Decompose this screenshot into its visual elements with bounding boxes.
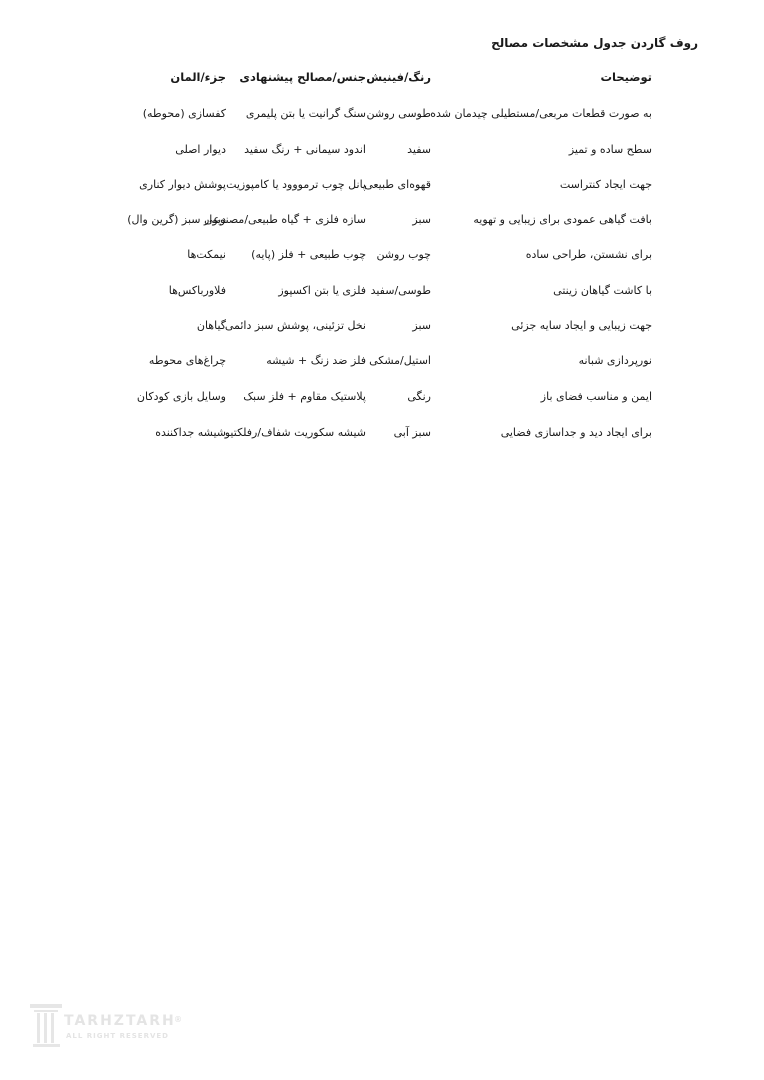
cell-description: جهت ایجاد کنتراست — [559, 178, 652, 191]
table-row — [0, 143, 764, 163]
table-row — [0, 319, 764, 339]
cell-description: جهت زیبایی و ایجاد سایه جزئی — [511, 319, 652, 332]
cell-material: چوب طبیعی + فلز (پایه) — [251, 248, 366, 261]
cell-part: دیوار اصلی — [175, 143, 226, 156]
header-material: جنس/مصالح پیشنهادی — [239, 70, 366, 84]
cell-color: سبز — [412, 319, 431, 332]
cell-part: وسایل بازی کودکان — [136, 390, 226, 403]
watermark-brand: TARHZTARH — [64, 1013, 176, 1029]
cell-color: استیل/مشکی — [369, 354, 431, 367]
cell-description: سطح ساده و تمیز — [568, 143, 652, 156]
cell-part: کفسازی (محوطه) — [142, 107, 226, 120]
table-row — [0, 426, 764, 446]
cell-part: دیوار سبز (گرین وال) — [127, 213, 226, 226]
table-row — [0, 284, 764, 304]
cell-material: فلز ضد زنگ + شیشه — [266, 354, 366, 367]
watermark-tagline: ALL RIGHT RESERVED — [66, 1032, 169, 1040]
cell-material: نخل تزئینی، پوشش سبز دائمی — [224, 319, 366, 332]
cell-description: ایمن و مناسب فضای باز — [540, 390, 652, 403]
cell-part: پوشش دیوار کناری — [139, 178, 226, 191]
registered-mark: ® — [174, 1015, 182, 1024]
document-title: روف گاردن جدول مشخصات مصالح — [491, 36, 698, 50]
cell-color: سبز — [412, 213, 431, 226]
column-logo-icon — [30, 1000, 64, 1050]
cell-part: گیاهان — [196, 319, 226, 332]
cell-part: فلاورباکس‌ها — [168, 284, 226, 297]
cell-material: شیشه سکوریت شفاف/رفلکتیو — [224, 426, 366, 439]
cell-description: به صورت قطعات مربعی/مستطیلی چیدمان شده — [430, 107, 652, 120]
cell-description: برای ایجاد دید و جداسازی فضایی — [500, 426, 652, 439]
table-row — [0, 213, 764, 233]
cell-material: سنگ گرانیت یا بتن پلیمری — [245, 107, 366, 120]
cell-color: سفید — [407, 143, 431, 156]
table-row — [0, 354, 764, 374]
cell-color: طوسی/سفید — [370, 284, 431, 297]
cell-material: سازه فلزی + گیاه طبیعی/مصنوعی — [204, 213, 366, 226]
cell-color: رنگی — [407, 390, 431, 403]
cell-description: برای نشستن، طراحی ساده — [525, 248, 652, 261]
cell-part: چراغ‌های محوطه — [148, 354, 226, 367]
table-row — [0, 248, 764, 268]
table-row — [0, 178, 764, 198]
table-header-row — [0, 70, 764, 90]
cell-part: نیمکت‌ها — [187, 248, 226, 261]
header-part: جزء/المان — [170, 70, 226, 84]
cell-description: بافت گیاهی عمودی برای زیبایی و تهویه — [473, 213, 652, 226]
cell-part: شیشه جداکننده — [155, 426, 226, 439]
cell-color: طوسی روشن — [366, 107, 431, 120]
header-description: توضیحات — [600, 70, 652, 84]
table-row — [0, 107, 764, 127]
header-color: رنگ/فینیش — [366, 70, 431, 84]
cell-description: با کاشت گیاهان زینتی — [553, 284, 652, 297]
cell-color: قهوه‌ای طبیعی — [364, 178, 431, 191]
watermark-logo — [30, 1000, 190, 1052]
table-row — [0, 390, 764, 410]
cell-material: فلزی یا بتن اکسپوز — [278, 284, 366, 297]
cell-material: پلاستیک مقاوم + فلز سبک — [243, 390, 366, 403]
cell-material: اندود سیمانی + رنگ سفید — [244, 143, 366, 156]
cell-description: نورپردازی شبانه — [578, 354, 652, 367]
cell-color: سبز آبی — [393, 426, 431, 439]
cell-color: چوب روشن — [376, 248, 431, 261]
cell-material: پانل چوب ترمووود یا کامپوزیت — [226, 178, 366, 191]
